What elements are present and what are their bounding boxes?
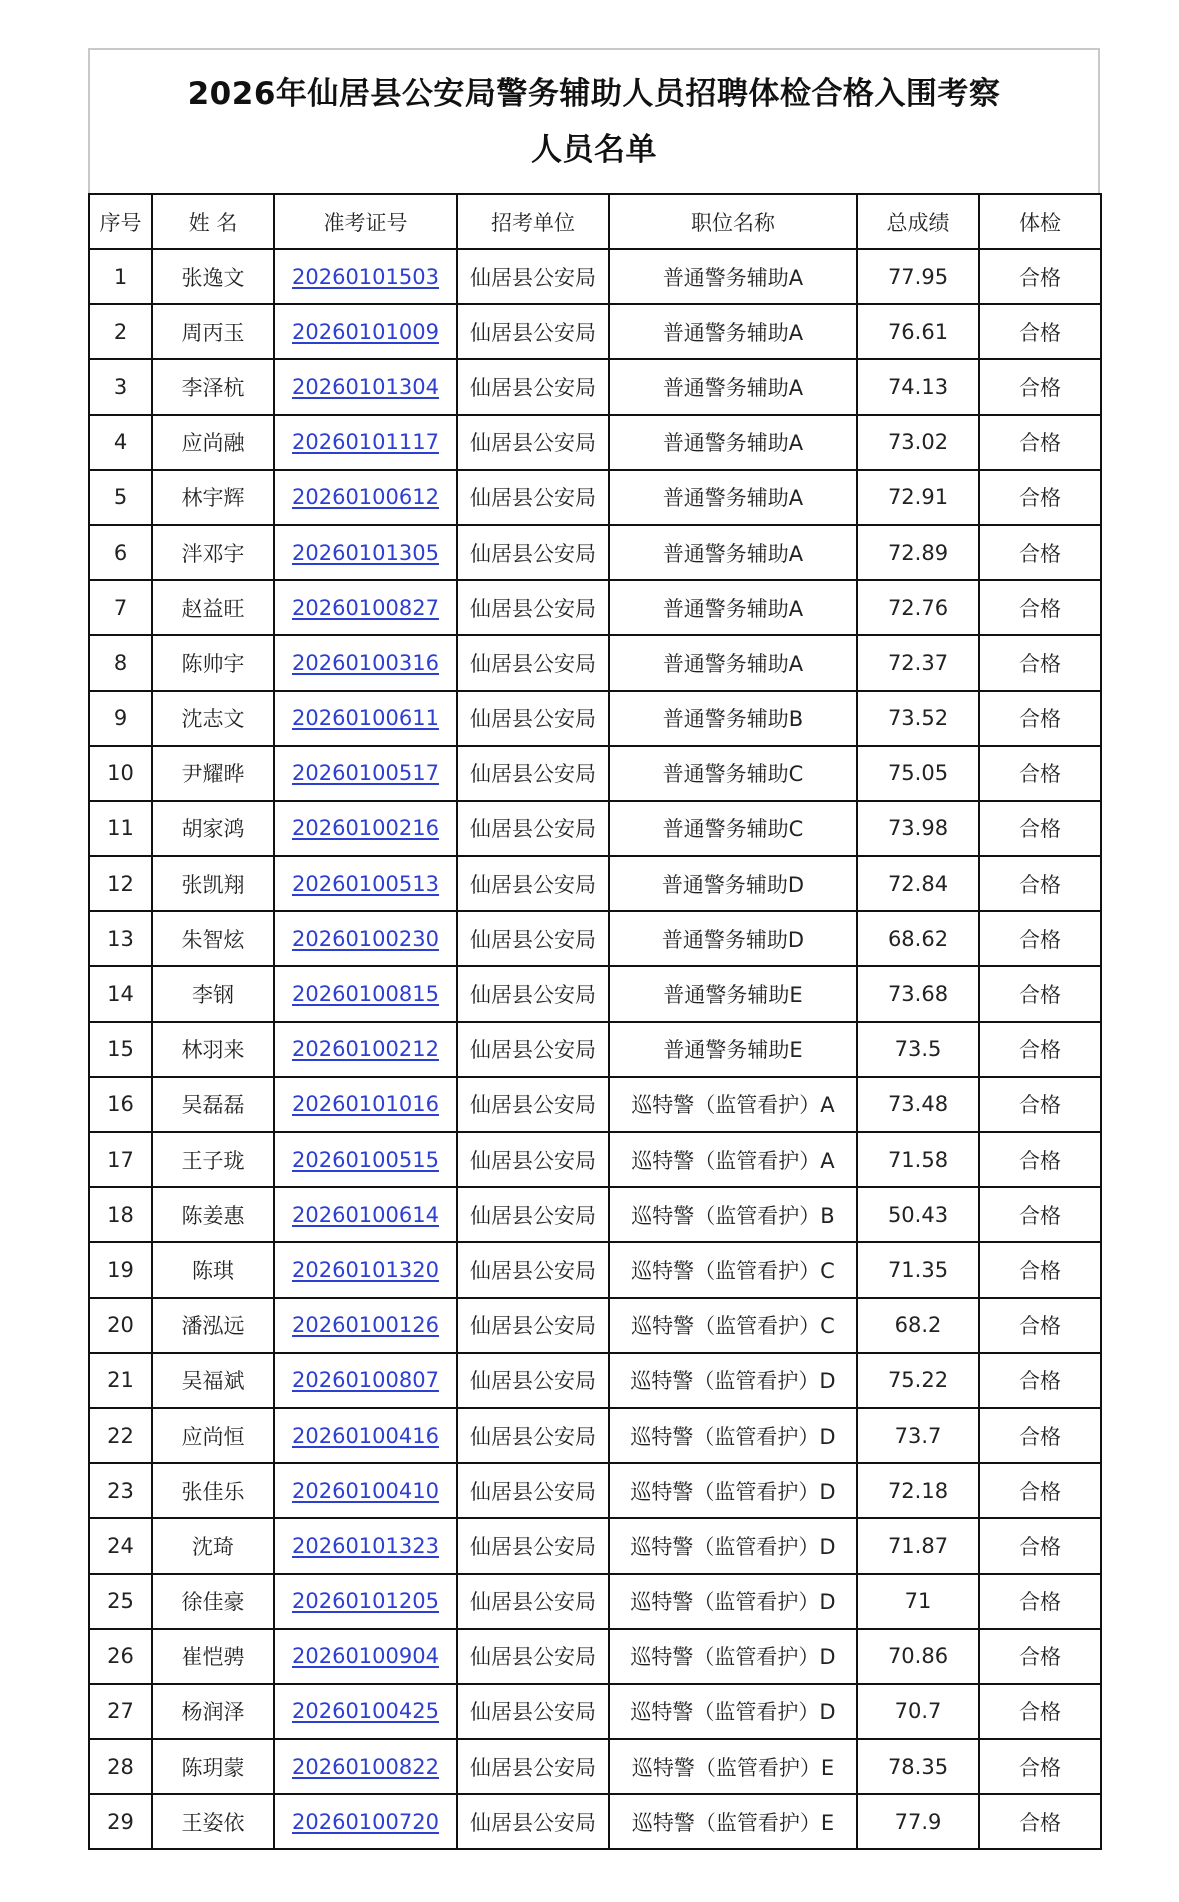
table-row <box>89 1077 1101 1132</box>
cell-position: 普通警务辅助C <box>609 801 857 856</box>
cell-score: 77.9 <box>857 1794 979 1849</box>
cell-name: 王子珑 <box>152 1132 274 1187</box>
exam-id-link[interactable]: 20260100216 <box>292 816 439 841</box>
title-box <box>88 48 1100 193</box>
cell-exam-id <box>274 856 457 911</box>
table-row <box>89 470 1101 525</box>
exam-id-link[interactable]: 20260101117 <box>292 430 439 455</box>
exam-id-link[interactable]: 20260100822 <box>292 1754 439 1779</box>
cell-score: 73.98 <box>857 801 979 856</box>
cell-position: 普通警务辅助A <box>609 415 857 470</box>
cell-score: 73.7 <box>857 1408 979 1463</box>
cell-score: 70.7 <box>857 1684 979 1739</box>
exam-id-link[interactable]: 20260101205 <box>292 1589 439 1614</box>
table-row <box>89 801 1101 856</box>
table-body <box>89 249 1101 1849</box>
column-header-exam-id: 准考证号 <box>274 194 457 249</box>
cell-name: 朱智炫 <box>152 911 274 966</box>
table-row <box>89 1518 1101 1573</box>
cell-name: 沈琦 <box>152 1518 274 1573</box>
cell-number: 3 <box>89 359 152 414</box>
cell-number: 14 <box>89 966 152 1021</box>
table-row <box>89 1629 1101 1684</box>
table-row <box>89 304 1101 359</box>
cell-number: 24 <box>89 1518 152 1573</box>
cell-name: 陈帅宇 <box>152 635 274 690</box>
cell-name: 林宇辉 <box>152 470 274 525</box>
cell-score: 73.5 <box>857 1022 979 1077</box>
cell-medical-result: 合格 <box>979 580 1101 635</box>
exam-id-link[interactable]: 20260100612 <box>292 485 439 510</box>
exam-id-link[interactable]: 20260100815 <box>292 982 439 1007</box>
cell-medical-result: 合格 <box>979 1463 1101 1518</box>
cell-medical-result: 合格 <box>979 415 1101 470</box>
table-row <box>89 359 1101 414</box>
cell-exam-id <box>274 304 457 359</box>
cell-unit: 仙居县公安局 <box>457 1518 609 1573</box>
exam-id-link[interactable]: 20260100126 <box>292 1313 439 1338</box>
cell-position: 普通警务辅助C <box>609 746 857 801</box>
table-row <box>89 1739 1101 1794</box>
cell-position: 巡特警（监管看护）D <box>609 1629 857 1684</box>
cell-medical-result: 合格 <box>979 525 1101 580</box>
cell-position: 巡特警（监管看护）C <box>609 1242 857 1297</box>
cell-number: 23 <box>89 1463 152 1518</box>
cell-position: 巡特警（监管看护）B <box>609 1187 857 1242</box>
cell-name: 泮邓宇 <box>152 525 274 580</box>
table-row <box>89 1684 1101 1739</box>
cell-unit: 仙居县公安局 <box>457 470 609 525</box>
cell-medical-result: 合格 <box>979 359 1101 414</box>
cell-name: 应尚恒 <box>152 1408 274 1463</box>
cell-position: 普通警务辅助A <box>609 470 857 525</box>
cell-unit: 仙居县公安局 <box>457 1574 609 1629</box>
column-header-position: 职位名称 <box>609 194 857 249</box>
cell-unit: 仙居县公安局 <box>457 415 609 470</box>
exam-id-link[interactable]: 20260101304 <box>292 374 439 399</box>
cell-position: 巡特警（监管看护）E <box>609 1739 857 1794</box>
table-row <box>89 1242 1101 1297</box>
table-row <box>89 1132 1101 1187</box>
cell-unit: 仙居县公安局 <box>457 1022 609 1077</box>
cell-position: 普通警务辅助E <box>609 1022 857 1077</box>
cell-exam-id <box>274 1518 457 1573</box>
cell-number: 5 <box>89 470 152 525</box>
cell-unit: 仙居县公安局 <box>457 249 609 304</box>
cell-score: 77.95 <box>857 249 979 304</box>
table-row <box>89 249 1101 304</box>
cell-number: 6 <box>89 525 152 580</box>
exam-id-link[interactable]: 20260100410 <box>292 1478 439 1503</box>
table-row <box>89 1298 1101 1353</box>
cell-position: 普通警务辅助A <box>609 580 857 635</box>
cell-number: 13 <box>89 911 152 966</box>
cell-position: 普通警务辅助A <box>609 359 857 414</box>
cell-medical-result: 合格 <box>979 911 1101 966</box>
cell-score: 68.2 <box>857 1298 979 1353</box>
cell-unit: 仙居县公安局 <box>457 691 609 746</box>
cell-name: 吴福斌 <box>152 1353 274 1408</box>
exam-id-link[interactable]: 20260100720 <box>292 1809 439 1834</box>
cell-unit: 仙居县公安局 <box>457 1629 609 1684</box>
cell-medical-result: 合格 <box>979 1739 1101 1794</box>
cell-number: 25 <box>89 1574 152 1629</box>
cell-name: 赵益旺 <box>152 580 274 635</box>
cell-number: 16 <box>89 1077 152 1132</box>
cell-score: 68.62 <box>857 911 979 966</box>
cell-score: 71.87 <box>857 1518 979 1573</box>
cell-name: 沈志文 <box>152 691 274 746</box>
cell-medical-result: 合格 <box>979 1077 1101 1132</box>
cell-position: 普通警务辅助A <box>609 635 857 690</box>
table-row <box>89 580 1101 635</box>
cell-unit: 仙居县公安局 <box>457 1242 609 1297</box>
cell-unit: 仙居县公安局 <box>457 1132 609 1187</box>
cell-medical-result: 合格 <box>979 1408 1101 1463</box>
exam-id-link[interactable]: 20260100212 <box>292 1037 439 1062</box>
cell-unit: 仙居县公安局 <box>457 580 609 635</box>
cell-score: 72.91 <box>857 470 979 525</box>
cell-number: 2 <box>89 304 152 359</box>
cell-number: 19 <box>89 1242 152 1297</box>
cell-unit: 仙居县公安局 <box>457 801 609 856</box>
cell-exam-id <box>274 1298 457 1353</box>
cell-number: 21 <box>89 1353 152 1408</box>
table-row <box>89 1187 1101 1242</box>
cell-name: 林羽来 <box>152 1022 274 1077</box>
cell-position: 巡特警（监管看护）E <box>609 1794 857 1849</box>
cell-position: 巡特警（监管看护）D <box>609 1574 857 1629</box>
cell-name: 吴磊磊 <box>152 1077 274 1132</box>
cell-name: 李钢 <box>152 966 274 1021</box>
cell-number: 10 <box>89 746 152 801</box>
exam-id-link[interactable]: 20260100425 <box>292 1699 439 1724</box>
cell-name: 杨润泽 <box>152 1684 274 1739</box>
cell-exam-id <box>274 1684 457 1739</box>
cell-exam-id <box>274 1463 457 1518</box>
cell-name: 潘泓远 <box>152 1298 274 1353</box>
cell-position: 普通警务辅助A <box>609 304 857 359</box>
table-row <box>89 1408 1101 1463</box>
cell-exam-id <box>274 801 457 856</box>
cell-exam-id <box>274 911 457 966</box>
column-header-number: 序号 <box>89 194 152 249</box>
cell-medical-result: 合格 <box>979 746 1101 801</box>
cell-exam-id <box>274 470 457 525</box>
cell-number: 4 <box>89 415 152 470</box>
cell-exam-id <box>274 635 457 690</box>
exam-id-link[interactable]: 20260100904 <box>292 1644 439 1669</box>
cell-name: 陈姜惠 <box>152 1187 274 1242</box>
cell-name: 崔恺骋 <box>152 1629 274 1684</box>
cell-medical-result: 合格 <box>979 1574 1101 1629</box>
cell-number: 28 <box>89 1739 152 1794</box>
cell-name: 徐佳豪 <box>152 1574 274 1629</box>
table-row <box>89 525 1101 580</box>
cell-exam-id <box>274 1574 457 1629</box>
cell-exam-id <box>274 966 457 1021</box>
cell-number: 18 <box>89 1187 152 1242</box>
table-row <box>89 746 1101 801</box>
cell-number: 22 <box>89 1408 152 1463</box>
cell-exam-id <box>274 359 457 414</box>
exam-id-link[interactable]: 20260101320 <box>292 1257 439 1282</box>
cell-medical-result: 合格 <box>979 1132 1101 1187</box>
cell-name: 张逸文 <box>152 249 274 304</box>
cell-number: 12 <box>89 856 152 911</box>
cell-number: 27 <box>89 1684 152 1739</box>
cell-score: 71.58 <box>857 1132 979 1187</box>
cell-score: 73.02 <box>857 415 979 470</box>
table-row <box>89 1022 1101 1077</box>
cell-number: 26 <box>89 1629 152 1684</box>
cell-position: 巡特警（监管看护）C <box>609 1298 857 1353</box>
table-row <box>89 415 1101 470</box>
cell-exam-id <box>274 1353 457 1408</box>
cell-unit: 仙居县公安局 <box>457 1298 609 1353</box>
cell-medical-result: 合格 <box>979 1187 1101 1242</box>
cell-name: 尹耀晔 <box>152 746 274 801</box>
cell-unit: 仙居县公安局 <box>457 1684 609 1739</box>
cell-unit: 仙居县公安局 <box>457 359 609 414</box>
document-sheet <box>88 48 1100 1850</box>
cell-exam-id <box>274 1187 457 1242</box>
column-header-medical: 体检 <box>979 194 1101 249</box>
cell-name: 胡家鸿 <box>152 801 274 856</box>
cell-unit: 仙居县公安局 <box>457 966 609 1021</box>
cell-position: 巡特警（监管看护）D <box>609 1463 857 1518</box>
cell-medical-result: 合格 <box>979 856 1101 911</box>
cell-number: 29 <box>89 1794 152 1849</box>
table-row <box>89 1463 1101 1518</box>
cell-name: 应尚融 <box>152 415 274 470</box>
cell-score: 72.89 <box>857 525 979 580</box>
cell-exam-id <box>274 1739 457 1794</box>
cell-score: 71 <box>857 1574 979 1629</box>
exam-id-link[interactable]: 20260100230 <box>292 926 439 951</box>
exam-id-link[interactable]: 20260100316 <box>292 650 439 675</box>
cell-exam-id <box>274 1629 457 1684</box>
exam-id-link[interactable]: 20260100807 <box>292 1368 439 1393</box>
table-row <box>89 635 1101 690</box>
cell-medical-result: 合格 <box>979 1518 1101 1573</box>
exam-id-link[interactable]: 20260101016 <box>292 1092 439 1117</box>
cell-exam-id <box>274 746 457 801</box>
cell-score: 73.48 <box>857 1077 979 1132</box>
exam-id-link[interactable]: 20260100517 <box>292 761 439 786</box>
cell-unit: 仙居县公安局 <box>457 304 609 359</box>
exam-id-link[interactable]: 20260101323 <box>292 1533 439 1558</box>
exam-id-link[interactable]: 20260100515 <box>292 1147 439 1172</box>
cell-exam-id <box>274 1408 457 1463</box>
cell-position: 巡特警（监管看护）D <box>609 1353 857 1408</box>
table-row <box>89 911 1101 966</box>
cell-number: 8 <box>89 635 152 690</box>
cell-medical-result: 合格 <box>979 966 1101 1021</box>
cell-score: 72.76 <box>857 580 979 635</box>
cell-name: 张凯翔 <box>152 856 274 911</box>
table-row <box>89 966 1101 1021</box>
cell-exam-id <box>274 415 457 470</box>
cell-number: 9 <box>89 691 152 746</box>
cell-medical-result: 合格 <box>979 249 1101 304</box>
cell-position: 普通警务辅助E <box>609 966 857 1021</box>
exam-id-link[interactable]: 20260100513 <box>292 871 439 896</box>
column-header-score: 总成绩 <box>857 194 979 249</box>
cell-unit: 仙居县公安局 <box>457 1353 609 1408</box>
cell-score: 72.18 <box>857 1463 979 1518</box>
cell-exam-id <box>274 249 457 304</box>
table-row <box>89 1353 1101 1408</box>
cell-position: 普通警务辅助D <box>609 911 857 966</box>
column-header-name: 姓 名 <box>152 194 274 249</box>
cell-unit: 仙居县公安局 <box>457 1187 609 1242</box>
cell-unit: 仙居县公安局 <box>457 1739 609 1794</box>
exam-id-link[interactable]: 20260101305 <box>292 540 439 565</box>
cell-score: 73.52 <box>857 691 979 746</box>
column-header-unit: 招考单位 <box>457 194 609 249</box>
cell-exam-id <box>274 1794 457 1849</box>
cell-name: 陈玥蒙 <box>152 1739 274 1794</box>
cell-name: 王姿依 <box>152 1794 274 1849</box>
cell-score: 75.22 <box>857 1353 979 1408</box>
cell-number: 15 <box>89 1022 152 1077</box>
cell-medical-result: 合格 <box>979 691 1101 746</box>
exam-id-link[interactable]: 20260100827 <box>292 595 439 620</box>
cell-exam-id <box>274 1077 457 1132</box>
cell-position: 巡特警（监管看护）D <box>609 1408 857 1463</box>
cell-unit: 仙居县公安局 <box>457 746 609 801</box>
exam-id-link[interactable]: 20260100614 <box>292 1202 439 1227</box>
cell-unit: 仙居县公安局 <box>457 525 609 580</box>
table-row <box>89 1574 1101 1629</box>
cell-position: 普通警务辅助B <box>609 691 857 746</box>
cell-position: 普通警务辅助A <box>609 525 857 580</box>
table-row <box>89 856 1101 911</box>
cell-exam-id <box>274 1022 457 1077</box>
cell-score: 72.84 <box>857 856 979 911</box>
cell-number: 7 <box>89 580 152 635</box>
table-row <box>89 691 1101 746</box>
cell-number: 11 <box>89 801 152 856</box>
exam-id-link[interactable]: 20260101009 <box>292 319 439 344</box>
cell-medical-result: 合格 <box>979 1022 1101 1077</box>
cell-position: 普通警务辅助A <box>609 249 857 304</box>
exam-id-link[interactable]: 20260100611 <box>292 706 439 731</box>
cell-medical-result: 合格 <box>979 1242 1101 1297</box>
cell-number: 20 <box>89 1298 152 1353</box>
cell-medical-result: 合格 <box>979 801 1101 856</box>
cell-medical-result: 合格 <box>979 1794 1101 1849</box>
cell-medical-result: 合格 <box>979 304 1101 359</box>
cell-unit: 仙居县公安局 <box>457 1463 609 1518</box>
cell-score: 73.68 <box>857 966 979 1021</box>
exam-id-link[interactable]: 20260100416 <box>292 1423 439 1448</box>
cell-name: 张佳乐 <box>152 1463 274 1518</box>
cell-unit: 仙居县公安局 <box>457 911 609 966</box>
cell-position: 普通警务辅助D <box>609 856 857 911</box>
document-title-line1: 2026年仙居县公安局警务辅助人员招聘体检合格入围考察 <box>187 75 1001 112</box>
cell-medical-result: 合格 <box>979 635 1101 690</box>
cell-medical-result: 合格 <box>979 1629 1101 1684</box>
cell-unit: 仙居县公安局 <box>457 1408 609 1463</box>
cell-position: 巡特警（监管看护）A <box>609 1077 857 1132</box>
cell-name: 李泽杭 <box>152 359 274 414</box>
exam-id-link[interactable]: 20260101503 <box>292 264 439 289</box>
cell-score: 74.13 <box>857 359 979 414</box>
cell-medical-result: 合格 <box>979 1353 1101 1408</box>
cell-score: 76.61 <box>857 304 979 359</box>
cell-unit: 仙居县公安局 <box>457 635 609 690</box>
cell-score: 70.86 <box>857 1629 979 1684</box>
cell-unit: 仙居县公安局 <box>457 1077 609 1132</box>
table-row <box>89 1794 1101 1849</box>
cell-score: 71.35 <box>857 1242 979 1297</box>
cell-score: 75.05 <box>857 746 979 801</box>
cell-unit: 仙居县公安局 <box>457 856 609 911</box>
table-header-row <box>89 194 1101 249</box>
cell-number: 1 <box>89 249 152 304</box>
candidate-table <box>88 193 1102 1850</box>
cell-number: 17 <box>89 1132 152 1187</box>
cell-score: 78.35 <box>857 1739 979 1794</box>
cell-name: 陈琪 <box>152 1242 274 1297</box>
cell-medical-result: 合格 <box>979 1298 1101 1353</box>
cell-exam-id <box>274 525 457 580</box>
cell-exam-id <box>274 580 457 635</box>
cell-exam-id <box>274 1242 457 1297</box>
cell-position: 巡特警（监管看护）D <box>609 1518 857 1573</box>
cell-exam-id <box>274 1132 457 1187</box>
cell-score: 50.43 <box>857 1187 979 1242</box>
cell-exam-id <box>274 691 457 746</box>
cell-medical-result: 合格 <box>979 470 1101 525</box>
cell-unit: 仙居县公安局 <box>457 1794 609 1849</box>
cell-name: 周丙玉 <box>152 304 274 359</box>
cell-position: 巡特警（监管看护）D <box>609 1684 857 1739</box>
document-title-line2: 人员名单 <box>531 131 657 168</box>
cell-medical-result: 合格 <box>979 1684 1101 1739</box>
cell-position: 巡特警（监管看护）A <box>609 1132 857 1187</box>
cell-score: 72.37 <box>857 635 979 690</box>
